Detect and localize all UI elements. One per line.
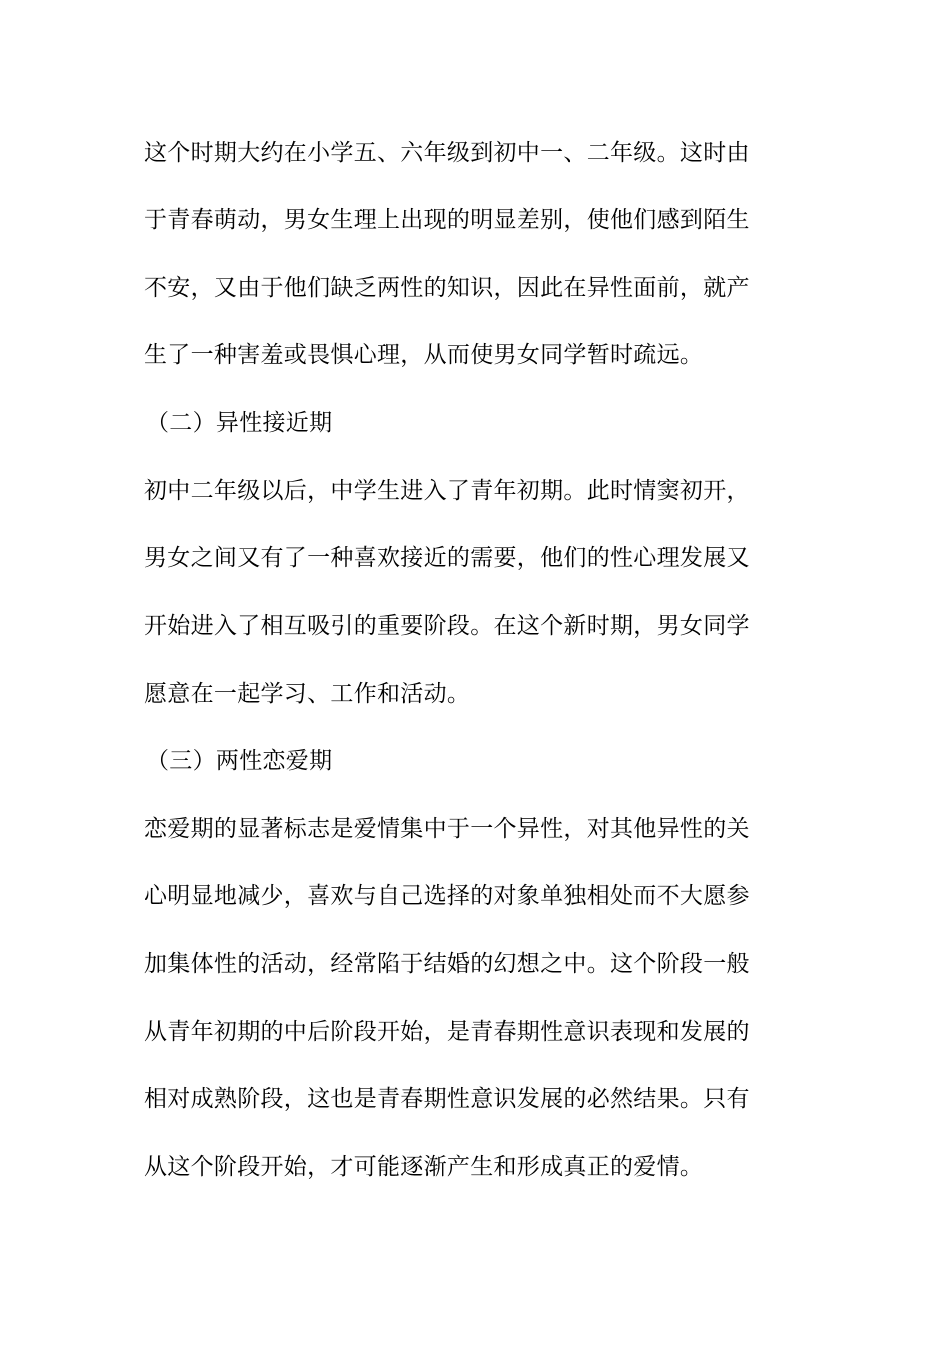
paragraph-3-line-4: 从青年初期的中后阶段开始，是青春期性意识表现和发展的 xyxy=(144,1019,750,1045)
paragraph-1-line-2: 于青春萌动，男女生理上出现的明显差别，使他们感到陌生 xyxy=(144,207,750,233)
section-heading-3: （三）两性恋爱期 xyxy=(146,748,333,774)
paragraph-3-line-5: 相对成熟阶段，这也是青春期性意识发展的必然结果。只有 xyxy=(144,1086,750,1112)
paragraph-1-line-3: 不安，又由于他们缺乏两性的知识，因此在异性面前，就产 xyxy=(144,275,750,301)
paragraph-3-line-2: 心明显地减少，喜欢与自己选择的对象单独相处而不大愿参 xyxy=(144,883,750,909)
paragraph-2-line-1: 初中二年级以后，中学生进入了青年初期。此时情窦初开， xyxy=(144,478,750,504)
paragraph-2-line-2: 男女之间又有了一种喜欢接近的需要，他们的性心理发展又 xyxy=(144,545,750,571)
paragraph-2-line-4: 愿意在一起学习、工作和活动。 xyxy=(144,681,471,707)
section-heading-2: （二）异性接近期 xyxy=(146,410,333,436)
paragraph-3-line-6: 从这个阶段开始，才可能逐渐产生和形成真正的爱情。 xyxy=(144,1154,704,1180)
paragraph-2-line-3: 开始进入了相互吸引的重要阶段。在这个新时期，男女同学 xyxy=(144,613,750,639)
paragraph-3-line-1: 恋爱期的显著标志是爱情集中于一个异性，对其他异性的关 xyxy=(144,816,750,842)
paragraph-1-line-4: 生了一种害羞或畏惧心理，从而使男女同学暂时疏远。 xyxy=(144,342,704,368)
paragraph-1-line-1: 这个时期大约在小学五、六年级到初中一、二年级。这时由 xyxy=(144,140,750,166)
paragraph-3-line-3: 加集体性的活动，经常陷于结婚的幻想之中。这个阶段一般 xyxy=(144,951,750,977)
